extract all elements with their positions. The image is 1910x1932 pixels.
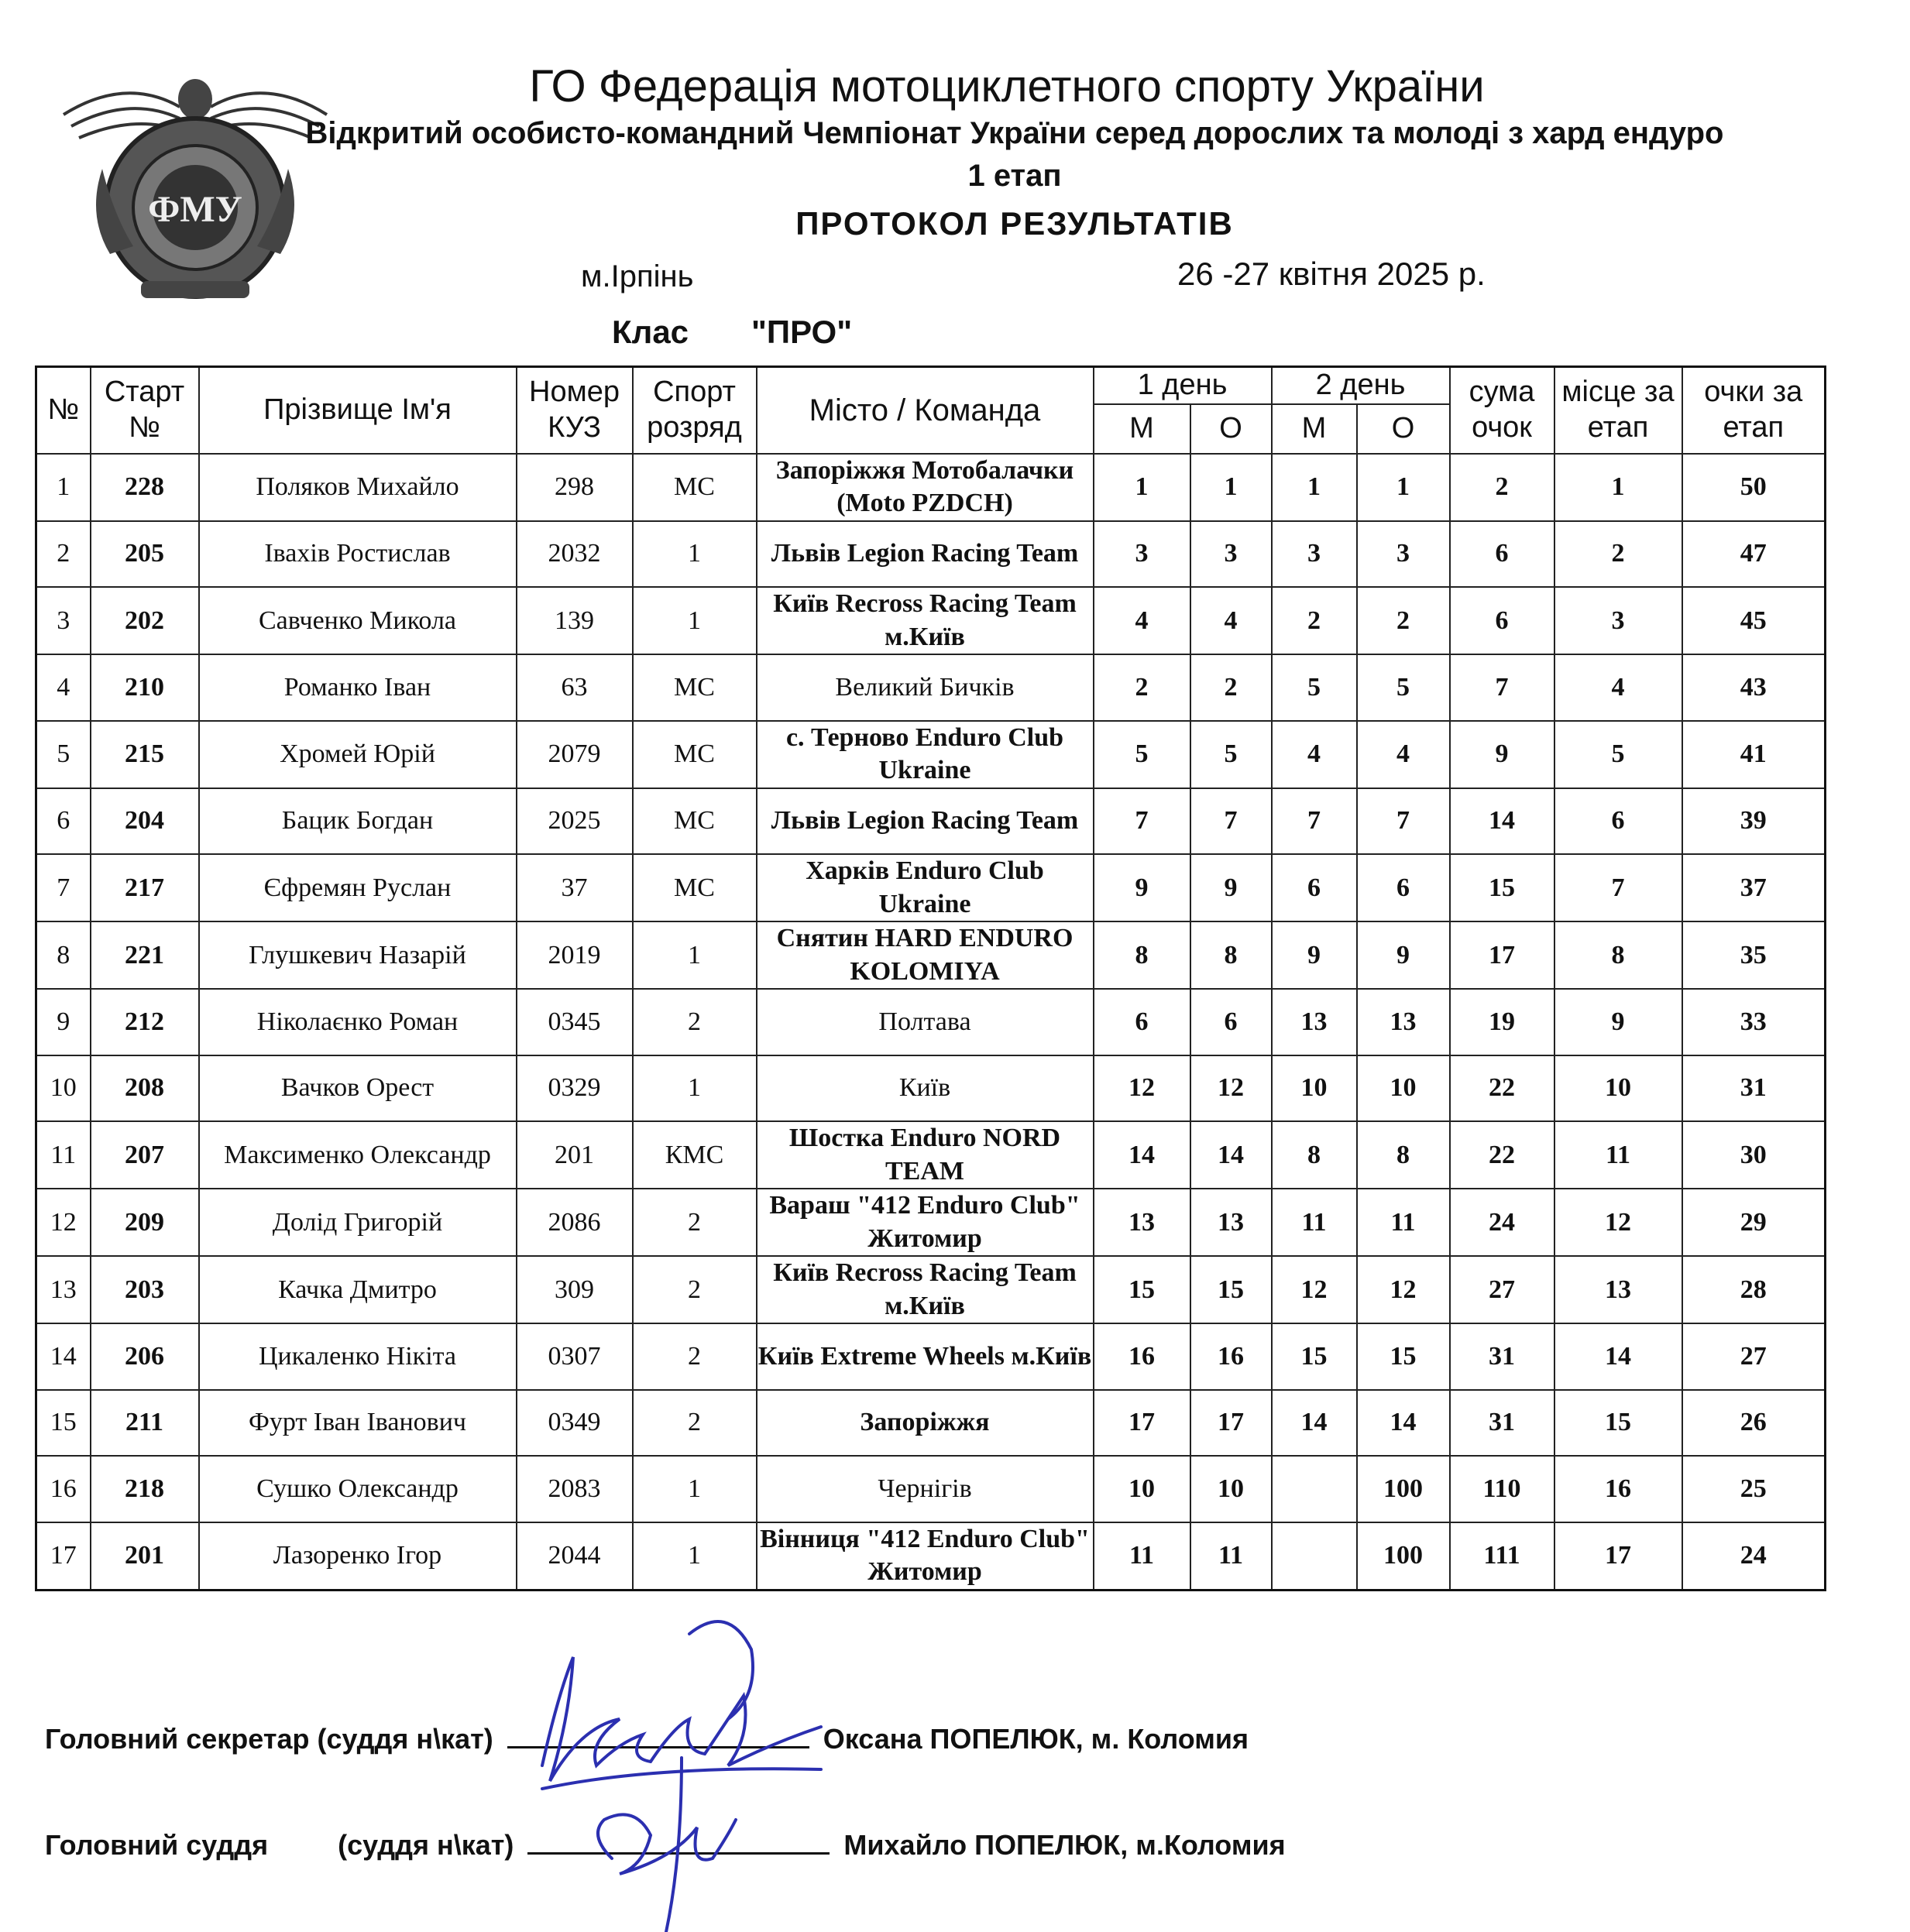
stage-place: 2 bbox=[1554, 521, 1682, 588]
stage-points: 35 bbox=[1682, 921, 1826, 989]
day1-o: 5 bbox=[1190, 721, 1272, 788]
stage-points: 37 bbox=[1682, 854, 1826, 921]
day2-m: 12 bbox=[1272, 1256, 1357, 1323]
points-sum: 17 bbox=[1450, 921, 1554, 989]
stage-place: 12 bbox=[1554, 1189, 1682, 1256]
rider-name: Фурт Іван Іванович bbox=[199, 1390, 517, 1457]
day2-o: 100 bbox=[1357, 1456, 1450, 1522]
sport-rank: МС bbox=[633, 854, 757, 921]
kuz-number: 2032 bbox=[517, 521, 633, 588]
day2-m: 4 bbox=[1272, 721, 1357, 788]
judge-name: Михайло ПОПЕЛЮК, м.Коломия bbox=[843, 1829, 1286, 1861]
sport-rank: 2 bbox=[633, 1189, 757, 1256]
table-row bbox=[36, 1121, 1826, 1189]
day1-m: 3 bbox=[1094, 521, 1190, 588]
points-sum: 111 bbox=[1450, 1522, 1554, 1591]
stage-place: 7 bbox=[1554, 854, 1682, 921]
points-sum: 22 bbox=[1450, 1121, 1554, 1189]
stage-place: 15 bbox=[1554, 1390, 1682, 1457]
row-number: 2 bbox=[36, 521, 91, 588]
sport-rank: 1 bbox=[633, 587, 757, 654]
day1-m: 14 bbox=[1094, 1121, 1190, 1189]
col-header-team: Місто / Команда bbox=[757, 367, 1094, 454]
handwritten-signatures bbox=[496, 1603, 929, 1932]
federation-title: ГО Федерація мотоциклетного спорту України bbox=[529, 61, 1485, 112]
day2-o: 15 bbox=[1357, 1323, 1450, 1390]
row-number: 8 bbox=[36, 921, 91, 989]
day2-o: 12 bbox=[1357, 1256, 1450, 1323]
city-team: Снятин HARD ENDURO KOLOMIYA bbox=[757, 921, 1094, 989]
row-number: 16 bbox=[36, 1456, 91, 1522]
rider-name: Івахів Ростислав bbox=[199, 521, 517, 588]
sport-rank: 1 bbox=[633, 521, 757, 588]
stage-place: 3 bbox=[1554, 587, 1682, 654]
col-header-day2-m: М bbox=[1272, 404, 1357, 454]
day2-m: 2 bbox=[1272, 587, 1357, 654]
day2-o: 5 bbox=[1357, 654, 1450, 721]
stage-points: 45 bbox=[1682, 587, 1826, 654]
row-number: 10 bbox=[36, 1055, 91, 1122]
city-team: Львів Legion Racing Team bbox=[757, 521, 1094, 588]
kuz-number: 2044 bbox=[517, 1522, 633, 1591]
day1-o: 17 bbox=[1190, 1390, 1272, 1457]
day2-m bbox=[1272, 1522, 1357, 1591]
rider-name: Хромей Юрій bbox=[199, 721, 517, 788]
points-sum: 7 bbox=[1450, 654, 1554, 721]
day1-m: 6 bbox=[1094, 989, 1190, 1055]
day1-m: 10 bbox=[1094, 1456, 1190, 1522]
federation-logo bbox=[56, 60, 335, 308]
sport-rank: 2 bbox=[633, 1390, 757, 1457]
city-team: Великий Бичків bbox=[757, 654, 1094, 721]
sport-rank: 1 bbox=[633, 921, 757, 989]
table-row bbox=[36, 1256, 1826, 1323]
stage-place: 8 bbox=[1554, 921, 1682, 989]
points-sum: 6 bbox=[1450, 521, 1554, 588]
day1-o: 13 bbox=[1190, 1189, 1272, 1256]
day1-m: 15 bbox=[1094, 1256, 1190, 1323]
day1-o: 14 bbox=[1190, 1121, 1272, 1189]
table-row bbox=[36, 788, 1826, 855]
kuz-number: 139 bbox=[517, 587, 633, 654]
row-number: 3 bbox=[36, 587, 91, 654]
table-row bbox=[36, 1189, 1826, 1256]
col-header-day1-o: О bbox=[1190, 404, 1272, 454]
sport-rank: МС bbox=[633, 721, 757, 788]
stage-points: 33 bbox=[1682, 989, 1826, 1055]
day2-m: 1 bbox=[1272, 454, 1357, 521]
city-team: Київ bbox=[757, 1055, 1094, 1122]
row-number: 7 bbox=[36, 854, 91, 921]
start-number: 206 bbox=[91, 1323, 199, 1390]
stage-place: 11 bbox=[1554, 1121, 1682, 1189]
row-number: 9 bbox=[36, 989, 91, 1055]
stage-points: 39 bbox=[1682, 788, 1826, 855]
sport-rank: КМС bbox=[633, 1121, 757, 1189]
kuz-number: 309 bbox=[517, 1256, 633, 1323]
start-number: 210 bbox=[91, 654, 199, 721]
stage-points: 43 bbox=[1682, 654, 1826, 721]
day1-o: 15 bbox=[1190, 1256, 1272, 1323]
start-number: 228 bbox=[91, 454, 199, 521]
day2-o: 100 bbox=[1357, 1522, 1450, 1591]
day2-o: 9 bbox=[1357, 921, 1450, 989]
kuz-number: 0329 bbox=[517, 1055, 633, 1122]
stage-points: 28 bbox=[1682, 1256, 1826, 1323]
points-sum: 31 bbox=[1450, 1323, 1554, 1390]
city-team: Полтава bbox=[757, 989, 1094, 1055]
col-header-kuz: Номер КУЗ bbox=[517, 367, 633, 454]
sport-rank: МС bbox=[633, 454, 757, 521]
col-header-sum: сума очок bbox=[1450, 367, 1554, 454]
day1-m: 4 bbox=[1094, 587, 1190, 654]
city-team: Чернігів bbox=[757, 1456, 1094, 1522]
city-team: Вінниця "412 Enduro Club" Житомир bbox=[757, 1522, 1094, 1591]
points-sum: 110 bbox=[1450, 1456, 1554, 1522]
kuz-number: 2019 bbox=[517, 921, 633, 989]
rider-name: Цикаленко Нікіта bbox=[199, 1323, 517, 1390]
col-header-start: Старт № bbox=[91, 367, 199, 454]
rider-name: Поляков Михайло bbox=[199, 454, 517, 521]
day1-o: 9 bbox=[1190, 854, 1272, 921]
rider-name: Максименко Олександр bbox=[199, 1121, 517, 1189]
stage-label: 1 етап bbox=[967, 159, 1062, 193]
sport-rank: 2 bbox=[633, 1256, 757, 1323]
championship-title: Відкритий особисто-командний Чемпіонат України серед дорослих та молоді з хард ендуро bbox=[305, 116, 1724, 150]
row-number: 4 bbox=[36, 654, 91, 721]
day2-m: 13 bbox=[1272, 989, 1357, 1055]
points-sum: 27 bbox=[1450, 1256, 1554, 1323]
col-header-place: місце за етап bbox=[1554, 367, 1682, 454]
day1-o: 1 bbox=[1190, 454, 1272, 521]
kuz-number: 2083 bbox=[517, 1456, 633, 1522]
day2-o: 8 bbox=[1357, 1121, 1450, 1189]
table-row bbox=[36, 454, 1826, 521]
kuz-number: 37 bbox=[517, 854, 633, 921]
logo-text: ФМУ bbox=[148, 189, 242, 230]
stage-place: 5 bbox=[1554, 721, 1682, 788]
row-number: 1 bbox=[36, 454, 91, 521]
secretary-name: Оксана ПОПЕЛЮК, м. Коломия bbox=[823, 1723, 1249, 1755]
sport-rank: МС bbox=[633, 788, 757, 855]
city-team: Київ Recross Racing Team м.Київ bbox=[757, 587, 1094, 654]
day2-o: 10 bbox=[1357, 1055, 1450, 1122]
sport-rank: 1 bbox=[633, 1456, 757, 1522]
kuz-number: 2086 bbox=[517, 1189, 633, 1256]
city-team: Львів Legion Racing Team bbox=[757, 788, 1094, 855]
day1-m: 16 bbox=[1094, 1323, 1190, 1390]
results-table bbox=[35, 365, 1826, 1591]
day2-m: 15 bbox=[1272, 1323, 1357, 1390]
points-sum: 15 bbox=[1450, 854, 1554, 921]
stage-points: 27 bbox=[1682, 1323, 1826, 1390]
day2-o: 1 bbox=[1357, 454, 1450, 521]
table-row bbox=[36, 1323, 1826, 1390]
start-number: 207 bbox=[91, 1121, 199, 1189]
stage-points: 25 bbox=[1682, 1456, 1826, 1522]
kuz-number: 298 bbox=[517, 454, 633, 521]
day2-o: 2 bbox=[1357, 587, 1450, 654]
table-row bbox=[36, 1390, 1826, 1457]
day1-m: 13 bbox=[1094, 1189, 1190, 1256]
col-header-day1-m: М bbox=[1094, 404, 1190, 454]
day1-o: 16 bbox=[1190, 1323, 1272, 1390]
stage-points: 31 bbox=[1682, 1055, 1826, 1122]
day2-m: 9 bbox=[1272, 921, 1357, 989]
kuz-number: 2025 bbox=[517, 788, 633, 855]
stage-points: 30 bbox=[1682, 1121, 1826, 1189]
day1-o: 10 bbox=[1190, 1456, 1272, 1522]
protocol-title: ПРОТОКОЛ РЕЗУЛЬТАТІВ bbox=[795, 205, 1234, 242]
stage-points: 29 bbox=[1682, 1189, 1826, 1256]
row-number: 11 bbox=[36, 1121, 91, 1189]
stage-points: 24 bbox=[1682, 1522, 1826, 1591]
sport-rank: 1 bbox=[633, 1522, 757, 1591]
city-team: Київ Extreme Wheels м.Київ bbox=[757, 1323, 1094, 1390]
sport-rank: 1 bbox=[633, 1055, 757, 1122]
table-row bbox=[36, 989, 1826, 1055]
day2-m: 10 bbox=[1272, 1055, 1357, 1122]
day1-m: 12 bbox=[1094, 1055, 1190, 1122]
col-header-rank: Спорт розряд bbox=[633, 367, 757, 454]
day1-o: 11 bbox=[1190, 1522, 1272, 1591]
day1-o: 3 bbox=[1190, 521, 1272, 588]
kuz-number: 201 bbox=[517, 1121, 633, 1189]
day1-o: 4 bbox=[1190, 587, 1272, 654]
stage-place: 14 bbox=[1554, 1323, 1682, 1390]
stage-points: 47 bbox=[1682, 521, 1826, 588]
table-row bbox=[36, 1456, 1826, 1522]
day2-o: 7 bbox=[1357, 788, 1450, 855]
rider-name: Ніколаєнко Роман bbox=[199, 989, 517, 1055]
points-sum: 9 bbox=[1450, 721, 1554, 788]
row-number: 12 bbox=[36, 1189, 91, 1256]
points-sum: 22 bbox=[1450, 1055, 1554, 1122]
col-header-name: Прізвище Ім'я bbox=[199, 367, 517, 454]
judge-role: Головний суддя bbox=[45, 1829, 269, 1861]
stage-place: 1 bbox=[1554, 454, 1682, 521]
stage-place: 13 bbox=[1554, 1256, 1682, 1323]
start-number: 203 bbox=[91, 1256, 199, 1323]
table-row bbox=[36, 921, 1826, 989]
day1-o: 6 bbox=[1190, 989, 1272, 1055]
points-sum: 31 bbox=[1450, 1390, 1554, 1457]
day2-m: 6 bbox=[1272, 854, 1357, 921]
start-number: 218 bbox=[91, 1456, 199, 1522]
points-sum: 6 bbox=[1450, 587, 1554, 654]
sport-rank: 2 bbox=[633, 1323, 757, 1390]
kuz-number: 0349 bbox=[517, 1390, 633, 1457]
start-number: 202 bbox=[91, 587, 199, 654]
city-team: Харків Enduro Club Ukraine bbox=[757, 854, 1094, 921]
start-number: 215 bbox=[91, 721, 199, 788]
stage-points: 26 bbox=[1682, 1390, 1826, 1457]
rider-name: Качка Дмитро bbox=[199, 1256, 517, 1323]
rider-name: Лазоренко Ігор bbox=[199, 1522, 517, 1591]
points-sum: 2 bbox=[1450, 454, 1554, 521]
event-date: 26 -27 квітня 2025 р. bbox=[1177, 256, 1486, 292]
col-header-day2: 2 день bbox=[1272, 367, 1450, 404]
start-number: 217 bbox=[91, 854, 199, 921]
row-number: 5 bbox=[36, 721, 91, 788]
day1-m: 5 bbox=[1094, 721, 1190, 788]
row-number: 14 bbox=[36, 1323, 91, 1390]
table-row bbox=[36, 1055, 1826, 1122]
table-row bbox=[36, 1522, 1826, 1591]
rider-name: Долід Григорій bbox=[199, 1189, 517, 1256]
col-header-day1: 1 день bbox=[1094, 367, 1272, 404]
kuz-number: 0307 bbox=[517, 1323, 633, 1390]
day1-o: 8 bbox=[1190, 921, 1272, 989]
start-number: 212 bbox=[91, 989, 199, 1055]
col-header-points: очки за етап bbox=[1682, 367, 1826, 454]
rider-name: Бацик Богдан bbox=[199, 788, 517, 855]
kuz-number: 2079 bbox=[517, 721, 633, 788]
city-team: с. Терново Enduro Club Ukraine bbox=[757, 721, 1094, 788]
day2-m: 5 bbox=[1272, 654, 1357, 721]
kuz-number: 63 bbox=[517, 654, 633, 721]
day1-m: 11 bbox=[1094, 1522, 1190, 1591]
stage-place: 4 bbox=[1554, 654, 1682, 721]
day2-m: 11 bbox=[1272, 1189, 1357, 1256]
rider-name: Романко Іван bbox=[199, 654, 517, 721]
sport-rank: МС bbox=[633, 654, 757, 721]
city-team: Київ Recross Racing Team м.Київ bbox=[757, 1256, 1094, 1323]
rider-name: Сушко Олександр bbox=[199, 1456, 517, 1522]
col-header-day2-o: О bbox=[1357, 404, 1450, 454]
points-sum: 24 bbox=[1450, 1189, 1554, 1256]
day2-o: 4 bbox=[1357, 721, 1450, 788]
col-header-no: № bbox=[36, 367, 91, 454]
start-number: 205 bbox=[91, 521, 199, 588]
city-team: Шостка Enduro NORD TEAM bbox=[757, 1121, 1094, 1189]
stage-place: 17 bbox=[1554, 1522, 1682, 1591]
day2-o: 6 bbox=[1357, 854, 1450, 921]
day2-m: 7 bbox=[1272, 788, 1357, 855]
class-label: Клас bbox=[612, 314, 689, 350]
day2-o: 13 bbox=[1357, 989, 1450, 1055]
city-team: Запоріжжя Мотобалачки (Moto PZDCH) bbox=[757, 454, 1094, 521]
day2-o: 14 bbox=[1357, 1390, 1450, 1457]
day2-m: 8 bbox=[1272, 1121, 1357, 1189]
stage-points: 50 bbox=[1682, 454, 1826, 521]
row-number: 6 bbox=[36, 788, 91, 855]
table-row bbox=[36, 521, 1826, 588]
rider-name: Савченко Микола bbox=[199, 587, 517, 654]
stage-points: 41 bbox=[1682, 721, 1826, 788]
day1-o: 12 bbox=[1190, 1055, 1272, 1122]
table-row bbox=[36, 654, 1826, 721]
row-number: 15 bbox=[36, 1390, 91, 1457]
day1-o: 2 bbox=[1190, 654, 1272, 721]
kuz-number: 0345 bbox=[517, 989, 633, 1055]
day1-m: 8 bbox=[1094, 921, 1190, 989]
stage-place: 6 bbox=[1554, 788, 1682, 855]
day1-m: 1 bbox=[1094, 454, 1190, 521]
stage-place: 9 bbox=[1554, 989, 1682, 1055]
stage-place: 16 bbox=[1554, 1456, 1682, 1522]
results-body bbox=[36, 454, 1826, 1591]
start-number: 209 bbox=[91, 1189, 199, 1256]
judge-category: (суддя н\кат) bbox=[338, 1829, 514, 1861]
start-number: 208 bbox=[91, 1055, 199, 1122]
event-city: м.Ірпінь bbox=[581, 259, 694, 293]
sport-rank: 2 bbox=[633, 989, 757, 1055]
start-number: 201 bbox=[91, 1522, 199, 1591]
table-row bbox=[36, 587, 1826, 654]
city-team: Вараш "412 Enduro Club" Житомир bbox=[757, 1189, 1094, 1256]
day2-m: 14 bbox=[1272, 1390, 1357, 1457]
day2-m bbox=[1272, 1456, 1357, 1522]
day2-m: 3 bbox=[1272, 521, 1357, 588]
day2-o: 11 bbox=[1357, 1189, 1450, 1256]
day1-m: 17 bbox=[1094, 1390, 1190, 1457]
row-number: 17 bbox=[36, 1522, 91, 1591]
table-row bbox=[36, 854, 1826, 921]
day1-o: 7 bbox=[1190, 788, 1272, 855]
day1-m: 2 bbox=[1094, 654, 1190, 721]
table-row bbox=[36, 721, 1826, 788]
row-number: 13 bbox=[36, 1256, 91, 1323]
secretary-role: Головний секретар (суддя н\кат) bbox=[45, 1723, 493, 1755]
points-sum: 14 bbox=[1450, 788, 1554, 855]
class-value: "ПРО" bbox=[751, 314, 853, 350]
start-number: 211 bbox=[91, 1390, 199, 1457]
stage-place: 10 bbox=[1554, 1055, 1682, 1122]
start-number: 204 bbox=[91, 788, 199, 855]
city-team: Запоріжжя bbox=[757, 1390, 1094, 1457]
rider-name: Єфремян Руслан bbox=[199, 854, 517, 921]
day1-m: 9 bbox=[1094, 854, 1190, 921]
points-sum: 19 bbox=[1450, 989, 1554, 1055]
start-number: 221 bbox=[91, 921, 199, 989]
rider-name: Глушкевич Назарій bbox=[199, 921, 517, 989]
day1-m: 7 bbox=[1094, 788, 1190, 855]
rider-name: Вачков Орест bbox=[199, 1055, 517, 1122]
day2-o: 3 bbox=[1357, 521, 1450, 588]
